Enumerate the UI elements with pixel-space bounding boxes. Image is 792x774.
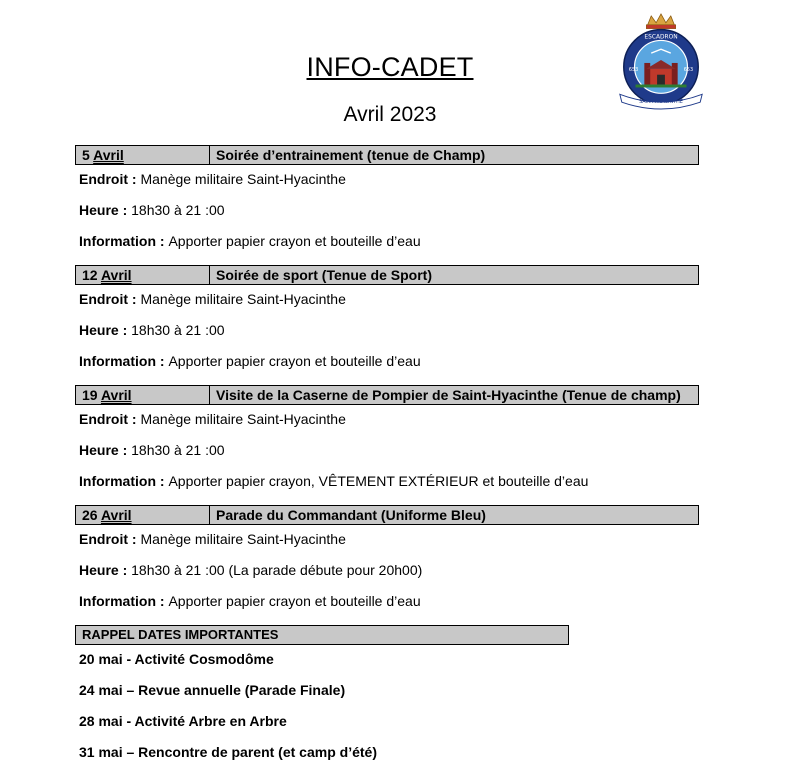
event-time: Heure : 18h30 à 21 :00: [79, 202, 225, 218]
reminder-item: 31 mai – Rencontre de parent (et camp d’été): [79, 744, 377, 760]
page-title: INFO-CADET: [306, 52, 474, 82]
event-date: 19 Avril: [76, 386, 210, 404]
event-time: Heure : 18h30 à 21 :00 (La parade débute pour 20h00): [79, 562, 423, 578]
event-header: [75, 385, 699, 405]
event-info: Information : Apporter papier crayon et bouteille d’eau: [79, 353, 421, 369]
reminder-item: 24 mai – Revue annuelle (Parade Finale): [79, 682, 346, 698]
svg-text:653: 653: [628, 66, 639, 73]
page-subtitle: Avril 2023: [343, 103, 437, 126]
event-info: Information : Apporter papier crayon et bouteille d’eau: [79, 593, 421, 609]
event-location: Endroit : Manège militaire Saint-Hyacinthe: [79, 291, 346, 307]
event-time: Heure : 18h30 à 21 :00: [79, 442, 225, 458]
event-info: Information : Apporter papier crayon, VÊTEMENT EXTÉRIEUR et bouteille d’eau: [79, 473, 589, 489]
reminder-item: 20 mai - Activité Cosmodôme: [79, 651, 274, 667]
event-title: Visite de la Caserne de Pompier de Saint-Hyacinthe (Tenue de champ): [216, 387, 681, 403]
event-date: 5 Avril: [76, 146, 210, 164]
event-header: [75, 265, 699, 285]
event-title: Soirée de sport (Tenue de Sport): [216, 267, 432, 283]
svg-text:SAINT-HYACINTHE: SAINT-HYACINTHE: [639, 99, 683, 106]
event-time: Heure : 18h30 à 21 :00: [79, 322, 225, 338]
event-title: Parade du Commandant (Uniforme Bleu): [216, 507, 486, 523]
event-header: [75, 505, 699, 525]
reminder-header: RAPPEL DATES IMPORTANTES: [75, 625, 569, 645]
event-title: Soirée d’entrainement (tenue de Champ): [216, 147, 486, 163]
crown-icon: [646, 14, 675, 29]
squadron-crest-icon: [612, 12, 710, 110]
svg-text:ESCADRON: ESCADRON: [644, 34, 678, 41]
event-date: 26 Avril: [76, 506, 210, 524]
reminder-item: 28 mai - Activité Arbre en Arbre: [79, 713, 287, 729]
event-location: Endroit : Manège militaire Saint-Hyacinthe: [79, 411, 346, 427]
svg-text:653: 653: [683, 66, 694, 73]
event-date: 12 Avril: [76, 266, 210, 284]
event-location: Endroit : Manège militaire Saint-Hyacinthe: [79, 171, 346, 187]
event-header: [75, 145, 699, 165]
event-location: Endroit : Manège militaire Saint-Hyacinthe: [79, 531, 346, 547]
event-info: Information : Apporter papier crayon et bouteille d’eau: [79, 233, 421, 249]
